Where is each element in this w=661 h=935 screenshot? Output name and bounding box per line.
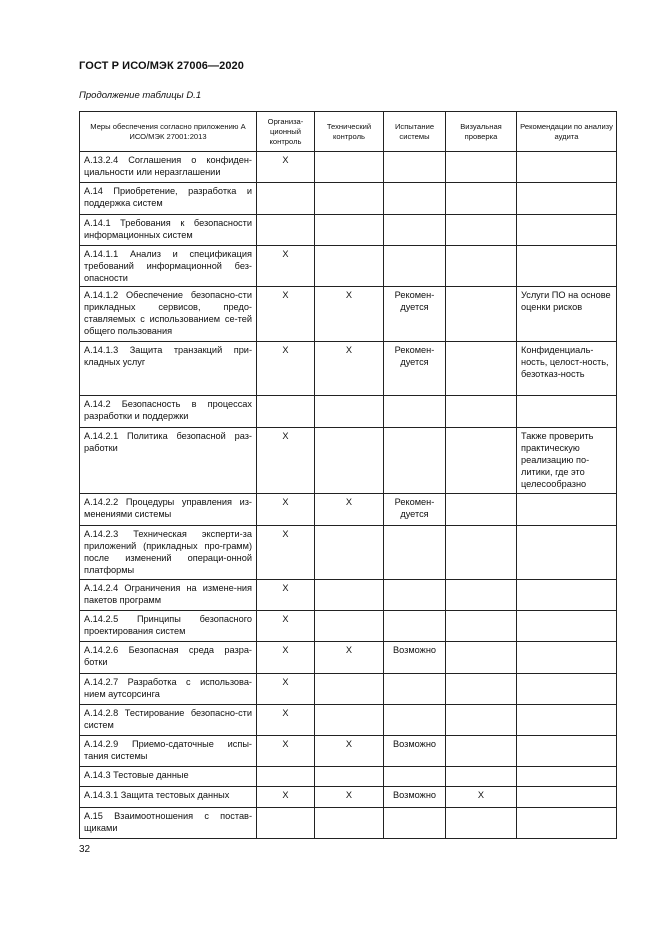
cell-system-test bbox=[384, 808, 446, 839]
cell-recommendation bbox=[517, 736, 617, 767]
cell-system-test: Рекомен-дуется bbox=[384, 342, 446, 396]
cell-visual bbox=[446, 705, 517, 736]
cell-recommendation bbox=[517, 808, 617, 839]
cell-recommendation bbox=[517, 215, 617, 246]
cell-recommendation bbox=[517, 787, 617, 808]
cell-organizational: X bbox=[257, 428, 315, 494]
cell-technical bbox=[315, 611, 384, 642]
cell-measure: A.15 Взаимоотношения с постав-щиками bbox=[80, 808, 257, 839]
cell-technical bbox=[315, 215, 384, 246]
cell-technical bbox=[315, 183, 384, 215]
table-row bbox=[80, 287, 617, 342]
cell-technical bbox=[315, 580, 384, 611]
table-row bbox=[80, 580, 617, 611]
cell-organizational: X bbox=[257, 642, 315, 674]
table-caption: Продолжение таблицы D.1 bbox=[79, 90, 202, 101]
table-row bbox=[80, 428, 617, 494]
cell-technical: X bbox=[315, 736, 384, 767]
cell-visual bbox=[446, 428, 517, 494]
cell-technical: X bbox=[315, 787, 384, 808]
cell-recommendation bbox=[517, 767, 617, 787]
cell-technical bbox=[315, 705, 384, 736]
cell-visual bbox=[446, 642, 517, 674]
cell-recommendation bbox=[517, 674, 617, 705]
cell-measure: A.14.2.1 Политика безопасной раз-работки bbox=[80, 428, 257, 494]
cell-system-test bbox=[384, 215, 446, 246]
table-row bbox=[80, 152, 617, 183]
cell-measure: A.14.2.9 Приемо-сдаточные испы-тания системы bbox=[80, 736, 257, 767]
cell-technical bbox=[315, 808, 384, 839]
cell-organizational: X bbox=[257, 526, 315, 580]
cell-recommendation bbox=[517, 580, 617, 611]
cell-system-test: Возможно bbox=[384, 736, 446, 767]
cell-system-test bbox=[384, 152, 446, 183]
cell-visual bbox=[446, 526, 517, 580]
cell-visual bbox=[446, 808, 517, 839]
cell-technical bbox=[315, 152, 384, 183]
cell-measure: A.13.2.4 Соглашения о конфиден-циальности или неразглашении bbox=[80, 152, 257, 183]
cell-technical bbox=[315, 767, 384, 787]
cell-recommendation bbox=[517, 396, 617, 428]
cell-organizational bbox=[257, 215, 315, 246]
cell-visual bbox=[446, 215, 517, 246]
cell-measure: A.14.1.2 Обеспечение безопасно-сти прикладных сервисов, предо-ставляемых с использованием се-тей общего пользования bbox=[80, 287, 257, 342]
table-row bbox=[80, 787, 617, 808]
cell-organizational: X bbox=[257, 705, 315, 736]
cell-recommendation bbox=[517, 705, 617, 736]
table-header-row bbox=[80, 112, 617, 152]
cell-measure: A.14.1.3 Защита транзакций при-кладных услуг bbox=[80, 342, 257, 396]
table-row bbox=[80, 396, 617, 428]
table-row bbox=[80, 642, 617, 674]
table-body bbox=[80, 152, 617, 839]
cell-visual bbox=[446, 767, 517, 787]
cell-organizational: X bbox=[257, 287, 315, 342]
document-title: ГОСТ Р ИСО/МЭК 27006—2020 bbox=[79, 60, 244, 72]
cell-system-test: Возможно bbox=[384, 642, 446, 674]
cell-organizational: X bbox=[257, 494, 315, 526]
cell-measure: A.14.2.2 Процедуры управления из-менениями системы bbox=[80, 494, 257, 526]
cell-system-test bbox=[384, 705, 446, 736]
cell-visual bbox=[446, 580, 517, 611]
cell-organizational bbox=[257, 767, 315, 787]
header-visual: Визуальная проверка bbox=[446, 112, 517, 152]
table-row bbox=[80, 246, 617, 287]
cell-technical bbox=[315, 246, 384, 287]
table-row bbox=[80, 494, 617, 526]
cell-measure: A.14.2 Безопасность в процессах разработки и поддержки bbox=[80, 396, 257, 428]
cell-recommendation bbox=[517, 246, 617, 287]
cell-system-test bbox=[384, 183, 446, 215]
table-row bbox=[80, 526, 617, 580]
cell-system-test bbox=[384, 611, 446, 642]
cell-system-test bbox=[384, 396, 446, 428]
table-row bbox=[80, 611, 617, 642]
cell-visual bbox=[446, 494, 517, 526]
cell-system-test bbox=[384, 674, 446, 705]
table-row bbox=[80, 767, 617, 787]
cell-technical: X bbox=[315, 494, 384, 526]
cell-visual bbox=[446, 611, 517, 642]
cell-recommendation bbox=[517, 494, 617, 526]
cell-technical: X bbox=[315, 342, 384, 396]
cell-recommendation bbox=[517, 642, 617, 674]
table-row bbox=[80, 736, 617, 767]
cell-measure: A.14.2.7 Разработка с использова-нием аутсорсинга bbox=[80, 674, 257, 705]
cell-system-test bbox=[384, 246, 446, 287]
header-recommendations: Рекомендации по анализу аудита bbox=[517, 112, 617, 152]
table-row bbox=[80, 808, 617, 839]
table-row bbox=[80, 342, 617, 396]
cell-technical bbox=[315, 396, 384, 428]
cell-visual bbox=[446, 152, 517, 183]
cell-recommendation: Конфиденциаль-ность, целост-ность, безотказ-ность bbox=[517, 342, 617, 396]
cell-visual bbox=[446, 246, 517, 287]
cell-system-test: Рекомен-дуется bbox=[384, 494, 446, 526]
cell-recommendation: Также проверить практическую реализацию по-литики, где это целесообразно bbox=[517, 428, 617, 494]
table-row bbox=[80, 215, 617, 246]
cell-measure: A.14.1.1 Анализ и спецификация требований информационной без-опасности bbox=[80, 246, 257, 287]
cell-visual: X bbox=[446, 787, 517, 808]
page-number: 32 bbox=[79, 844, 91, 855]
cell-measure: A.14.3.1 Защита тестовых данных bbox=[80, 787, 257, 808]
cell-measure: A.14.1 Требования к безопасности информационных систем bbox=[80, 215, 257, 246]
header-technical: Технический контроль bbox=[315, 112, 384, 152]
table-row bbox=[80, 674, 617, 705]
cell-measure: A.14.2.4 Ограничения на измене-ния пакетов программ bbox=[80, 580, 257, 611]
cell-system-test bbox=[384, 526, 446, 580]
cell-technical bbox=[315, 674, 384, 705]
cell-organizational: X bbox=[257, 674, 315, 705]
cell-system-test: Возможно bbox=[384, 787, 446, 808]
cell-measure: A.14 Приобретение, разработка и поддержка систем bbox=[80, 183, 257, 215]
cell-organizational: X bbox=[257, 611, 315, 642]
cell-organizational: X bbox=[257, 736, 315, 767]
cell-technical: X bbox=[315, 287, 384, 342]
header-system-test: Испытание системы bbox=[384, 112, 446, 152]
cell-organizational: X bbox=[257, 246, 315, 287]
cell-measure: A.14.2.3 Техническая эксперти-за приложений (прикладных про-грамм) после изменений операци-онной платформы bbox=[80, 526, 257, 580]
header-measures: Меры обеспечения согласно приложению А ИСО/МЭК 27001:2013 bbox=[80, 112, 257, 152]
cell-recommendation bbox=[517, 183, 617, 215]
cell-recommendation: Услуги ПО на основе оценки рисков bbox=[517, 287, 617, 342]
cell-technical bbox=[315, 428, 384, 494]
cell-system-test bbox=[384, 767, 446, 787]
controls-table bbox=[79, 111, 617, 839]
cell-recommendation bbox=[517, 611, 617, 642]
cell-measure: A.14.3 Тестовые данные bbox=[80, 767, 257, 787]
cell-organizational bbox=[257, 183, 315, 215]
cell-measure: A.14.2.5 Принципы безопасного проектирования систем bbox=[80, 611, 257, 642]
cell-organizational bbox=[257, 808, 315, 839]
cell-system-test: Рекомен-дуется bbox=[384, 287, 446, 342]
cell-system-test bbox=[384, 428, 446, 494]
cell-organizational: X bbox=[257, 152, 315, 183]
cell-recommendation bbox=[517, 526, 617, 580]
cell-visual bbox=[446, 287, 517, 342]
cell-technical: X bbox=[315, 642, 384, 674]
cell-technical bbox=[315, 526, 384, 580]
table-row bbox=[80, 183, 617, 215]
cell-visual bbox=[446, 183, 517, 215]
cell-organizational: X bbox=[257, 342, 315, 396]
cell-visual bbox=[446, 396, 517, 428]
table-row bbox=[80, 705, 617, 736]
cell-organizational bbox=[257, 396, 315, 428]
header-organizational: Организа-ционный контроль bbox=[257, 112, 315, 152]
cell-system-test bbox=[384, 580, 446, 611]
cell-visual bbox=[446, 674, 517, 705]
cell-organizational: X bbox=[257, 580, 315, 611]
cell-measure: A.14.2.6 Безопасная среда разра-ботки bbox=[80, 642, 257, 674]
cell-measure: A.14.2.8 Тестирование безопасно-сти систем bbox=[80, 705, 257, 736]
cell-organizational: X bbox=[257, 787, 315, 808]
cell-recommendation bbox=[517, 152, 617, 183]
cell-visual bbox=[446, 342, 517, 396]
cell-visual bbox=[446, 736, 517, 767]
